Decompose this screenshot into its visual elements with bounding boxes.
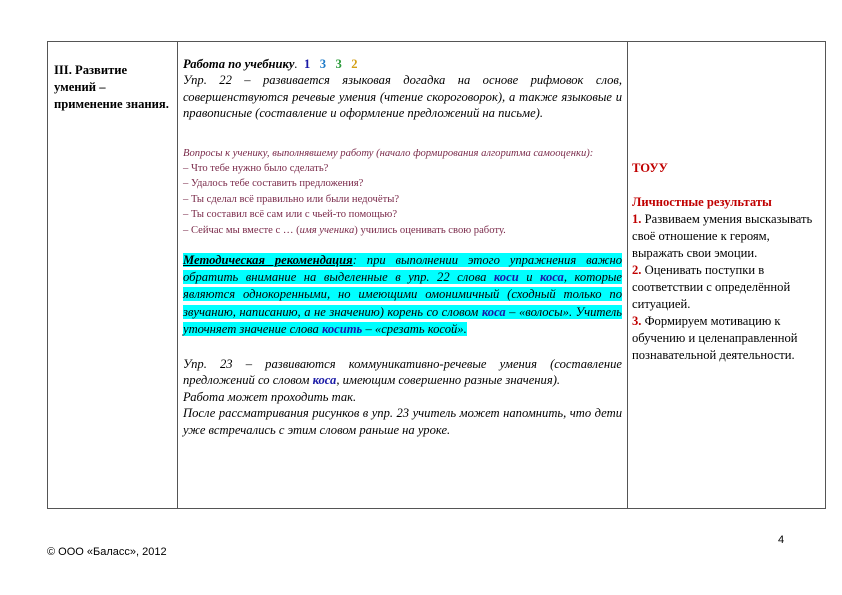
results-cell xyxy=(627,42,827,508)
level-3: 3 xyxy=(335,57,342,71)
recommendation-label: Методическая рекомендация xyxy=(183,253,353,268)
highlight-word: коси xyxy=(493,270,519,285)
questions-intro: Вопросы к ученику, выполнявшему работу (начало формирования алгоритма самооценки): xyxy=(183,147,594,159)
result-item: 3. Формируем мотивацию к обучению и целенаправленной познавательной деятельности. xyxy=(632,314,798,362)
highlight-word: косить xyxy=(321,321,363,336)
results-subheading: Личностные результаты xyxy=(632,195,772,209)
level-2: 3 xyxy=(319,57,326,71)
page-number: 4 xyxy=(778,534,785,546)
exercise-22-text: Упр. 22 – развивается языковая догадка на основе рифмовок слов, совершенствуются речевые умения (чтение скороговорок), а также языковые и правописные (составление и оформление предложений на письме). xyxy=(183,73,622,121)
method-recommendation: Методическая рекомендация: при выполнении этого упражнения важно обратить внимание на выделенные в упр. 22 слова коси и коса, которые являются однокоренными, но имеющими омонимичный (сходный только по звучанию, написанию, а не значению) корень со словом коса – «волосы». Учитель уточняет значение слова косить – «срезать косой». xyxy=(183,253,623,336)
highlight-word: коса xyxy=(481,304,506,319)
highlight-word: коса xyxy=(540,270,564,285)
question-item: – Ты составил всё сам или с чьей-то помощью? xyxy=(183,209,398,221)
question-item: – Что тебе нужно было сделать? xyxy=(183,163,329,175)
result-item: 1. Развиваем умения высказывать своё отношение к героям, выражать свои эмоции. xyxy=(632,212,813,260)
stage-title: III. Развитие умений – применение знания. xyxy=(54,63,169,111)
work-heading: Работа по учебнику. 1 3 3 2 xyxy=(183,57,358,71)
highlight-word: коса xyxy=(312,373,337,388)
exercise-23-block xyxy=(183,356,622,438)
stage-cell xyxy=(48,42,177,508)
level-4: 2 xyxy=(351,57,358,71)
question-item: – Удалось тебе составить предложения? xyxy=(183,178,364,190)
level-1: 1 xyxy=(303,57,311,71)
work-title: Работа по учебнику xyxy=(183,57,295,71)
exercise-23-line: Работа может проходить так. xyxy=(183,389,357,404)
question-item: – Ты сделал всё правильно или были недочёты? xyxy=(183,193,400,205)
footer-copyright: © ООО «Баласс», 2012 xyxy=(47,546,167,558)
question-item: – Сейчас мы вместе с … (имя ученика) учились оценивать свою работу. xyxy=(183,224,506,236)
result-item: 2. Оценивать поступки в соответствии с определённой ситуацией. xyxy=(632,263,791,311)
lesson-table xyxy=(47,41,826,509)
exercise-23-line: После рассматривания рисунков в упр. 23 учитель может напомнить, что дети уже встречались с этим словом раньше на уроке. xyxy=(183,406,622,437)
exercise-23-text: Упр. 23 – развиваются коммуникативно-речевые умения (составление предложений со словом коса, имеющим совершенно разные значения). xyxy=(183,357,622,388)
content-cell xyxy=(177,42,627,508)
questions-block xyxy=(183,146,622,238)
results-heading: ТОУУ xyxy=(632,161,668,175)
